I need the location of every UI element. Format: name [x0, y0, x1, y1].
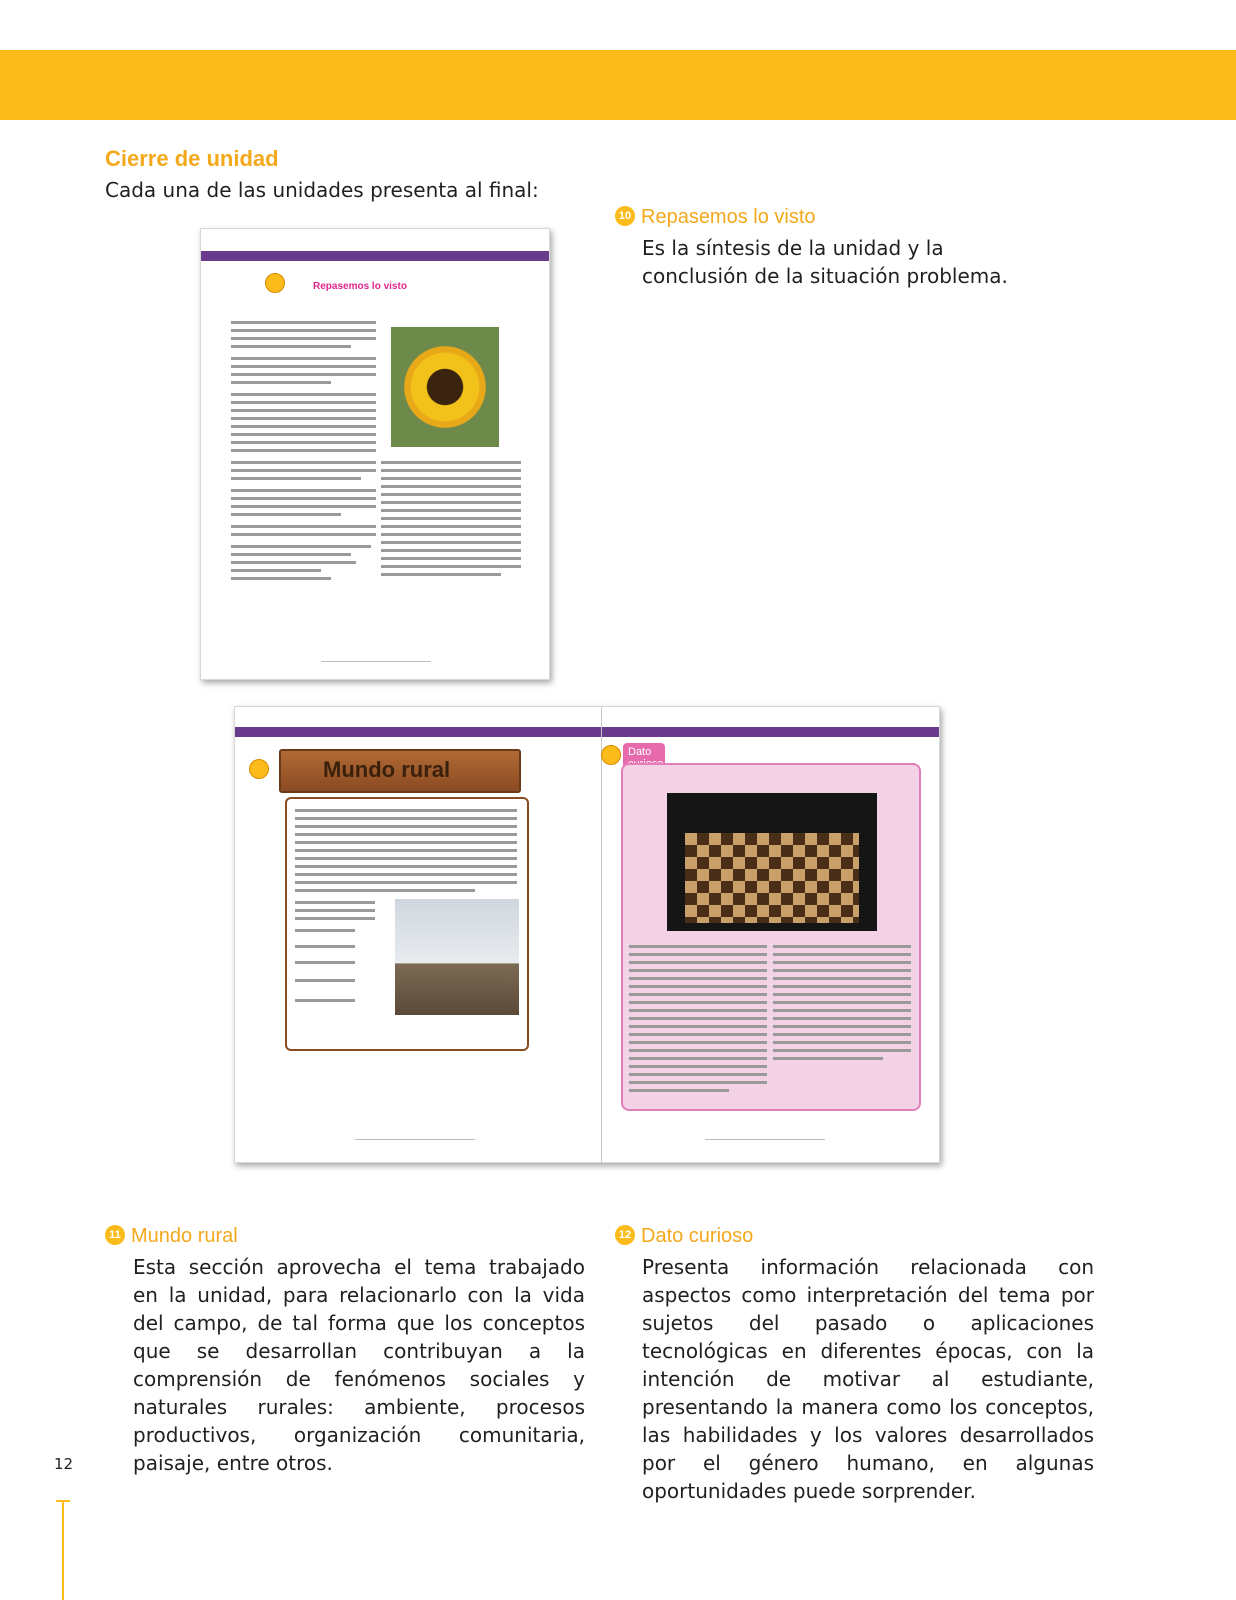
thumbnail-review-page [200, 228, 550, 680]
item-mundo-rural-text: Esta sección aprovecha el tema trabajado en la unidad, para relacionarlo con la vida del campo, de tal forma que los conceptos que se desarrollan contribuyan a la comprensión de fenómenos sociales y naturales rurales: ambiente, procesos productivos, organización comunitaria, paisaje, entre otros. [133, 1255, 585, 1475]
item-mundo-rural-heading [105, 1225, 238, 1248]
item-dato-curioso-heading [615, 1225, 753, 1248]
number-badge-icon: 12 [615, 1225, 635, 1245]
rural-content-frame [285, 797, 529, 1051]
curious-label: Dato [623, 743, 665, 773]
thumb-footer-line [321, 661, 431, 662]
thumbnail-spread-page [234, 706, 940, 1163]
page-number: 12 [54, 1455, 74, 1473]
top-color-band [0, 50, 1236, 120]
purple-header-bar [201, 251, 549, 261]
rural-sign-text: Mundo rural [323, 757, 451, 782]
number-badge-icon [265, 273, 285, 293]
thumb-review-title: Repasemos lo visto [313, 281, 407, 292]
section-title: Cierre de unidad [105, 146, 279, 171]
purple-header-bar [235, 727, 939, 737]
sunflower-image [391, 327, 499, 447]
page-fold [601, 707, 602, 1162]
number-badge-icon [601, 745, 621, 765]
number-badge-icon: 11 [105, 1225, 125, 1245]
thumb-footer-line-right [705, 1139, 825, 1140]
chess-board-image [667, 793, 877, 931]
footer-line [62, 1500, 64, 1600]
footer-tick [56, 1500, 70, 1502]
intro-text: Cada una de las unidades presenta al final: [105, 178, 539, 202]
curious-content-box [621, 763, 921, 1111]
tractor-image [395, 899, 519, 1015]
item-dato-curioso-text: Presenta información relacionada con aspectos como interpretación del tema por sujetos del pasado o aplicaciones tecnológicas en diferentes épocas, con la intención de motivar al estudiante, presentando la manera como los conceptos, las habilidades y los valores desarrollados por el género humano, en algunas oportunidades puede sorprender. [642, 1255, 1094, 1503]
thumb-footer-line-left [355, 1139, 475, 1140]
item-mundo-rural-title: Mundo rural [131, 1225, 238, 1247]
number-badge-icon [249, 759, 269, 779]
wood-sign-image [279, 749, 521, 793]
item-dato-curioso-title: Dato curioso [641, 1225, 754, 1247]
item-repasemos-title: Repasemos lo visto [641, 206, 816, 228]
item-repasemos-text: Es la síntesis de la unidad y la conclusión de la situación problema. [642, 236, 1008, 288]
number-badge-icon: 10 [615, 206, 635, 226]
item-repasemos-heading [615, 206, 816, 229]
